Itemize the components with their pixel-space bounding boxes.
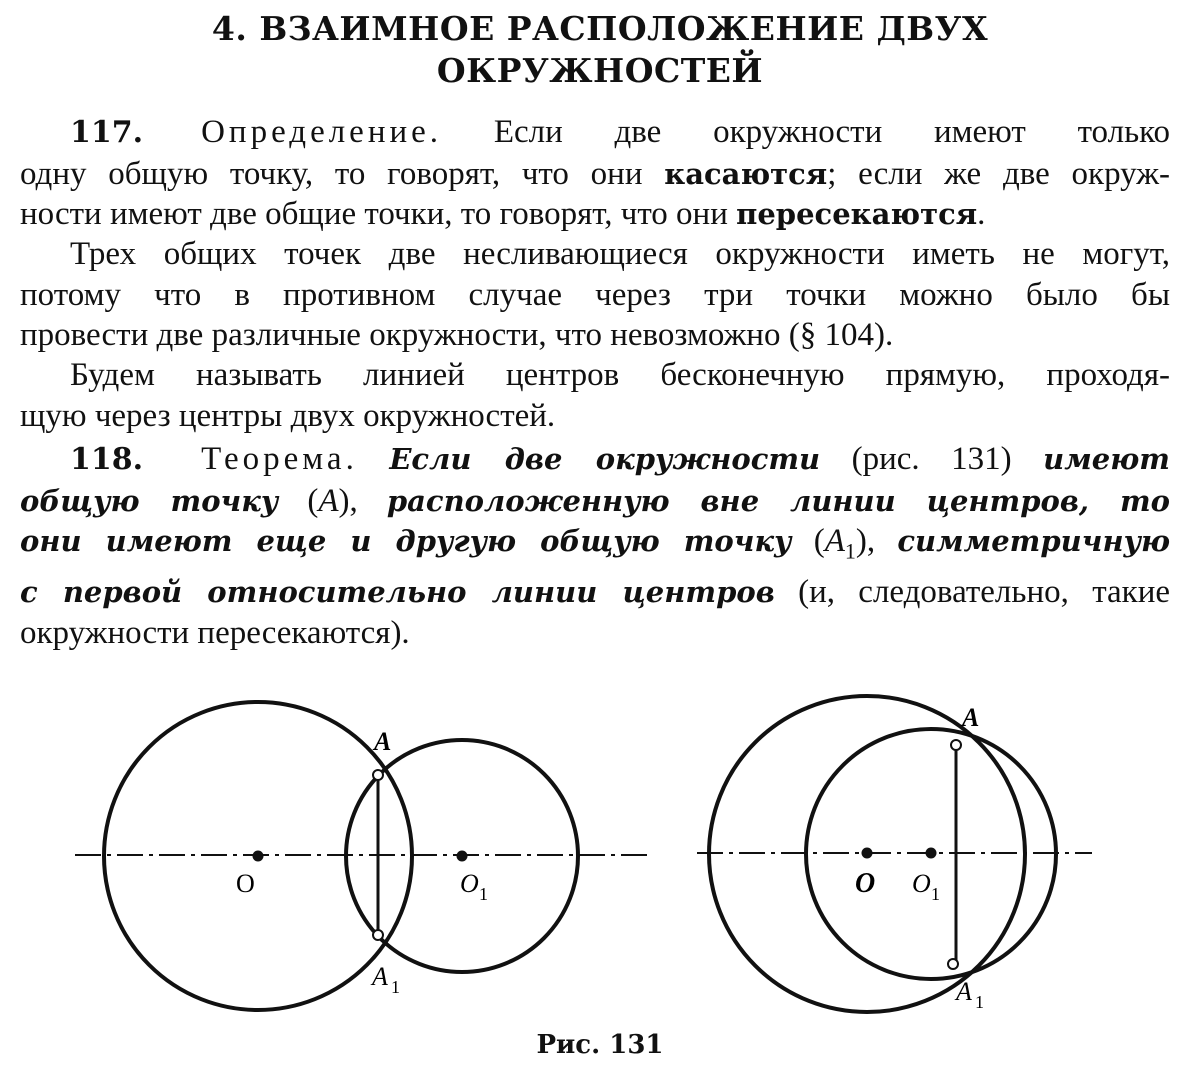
point-a-right <box>951 740 961 750</box>
figure-caption: Рис. 131 <box>536 1030 664 1060</box>
label-o-right: O <box>855 868 876 899</box>
point-a-left <box>373 770 383 780</box>
center-o1-right <box>926 848 937 859</box>
center-o1-left <box>457 851 468 862</box>
section-heading-line-1: 4. ВЗАИМНОЕ РАСПОЛОЖЕНИЕ ДВУХ <box>211 9 989 48</box>
term-definition: Определение. <box>201 114 443 150</box>
term-theorem: Теорема. <box>201 441 358 477</box>
figure-right-intersecting-circles <box>697 696 1092 1012</box>
label-a1-sub-right: 1 <box>975 992 984 1012</box>
paragraph-three-points: Трех общих точек две несливающиеся окружности иметь не могут, потому что в противном случае через три точки можно было бы провести две различные окружности, что невозможно (§ 104). <box>20 236 1170 353</box>
figure-131 <box>0 660 1200 1081</box>
label-a-left: A <box>374 727 392 756</box>
paragraph-117-definition: 117. Определение. Если две окружности имеют только одну общую точку, то говорят, что они касаются; если же две окруж- ности имеют две общие точки, то говорят, что они пересекаются. <box>20 114 1170 232</box>
label-a1-sub-left: 1 <box>391 977 400 997</box>
paragraph-number-117: 117. <box>70 115 144 150</box>
center-o-right <box>862 848 873 859</box>
keyword-intersect: пересекаются <box>736 197 978 231</box>
label-a1-left: A <box>372 962 388 991</box>
label-o1-left: O <box>460 869 479 898</box>
point-a1-left <box>373 930 383 940</box>
figure-left-intersecting-circles <box>75 702 650 1010</box>
keyword-touch: касаются <box>664 156 828 191</box>
paragraph-number-118: 118. <box>70 442 144 477</box>
point-a1-right <box>948 959 958 969</box>
label-o1-right: O <box>912 869 931 898</box>
center-o-left <box>253 851 264 862</box>
label-a-right: A <box>962 703 980 732</box>
label-a1-right: A <box>956 977 972 1006</box>
section-heading-line-2: ОКРУЖНОСТЕЙ <box>436 51 764 90</box>
paragraph-118-theorem: 118. Теорема. Если две окружности (рис. 131) имеют общую точку (A), расположенную вне линии центров, то они имеют еще и другую общую точку $(A_1)$, симметричную с первой относительно линии центров (и, следовательно, такие окружности пересекаются). <box>20 441 1171 651</box>
label-o1-sub-left: 1 <box>479 884 488 904</box>
label-o1-sub-right: 1 <box>931 884 940 904</box>
label-o-left: O <box>236 869 255 898</box>
section-heading <box>0 8 1200 92</box>
paragraph-line-of-centers: Будем называть линией центров бесконечную прямую, проходя- щую через центры двух окружностей. <box>20 357 1170 434</box>
